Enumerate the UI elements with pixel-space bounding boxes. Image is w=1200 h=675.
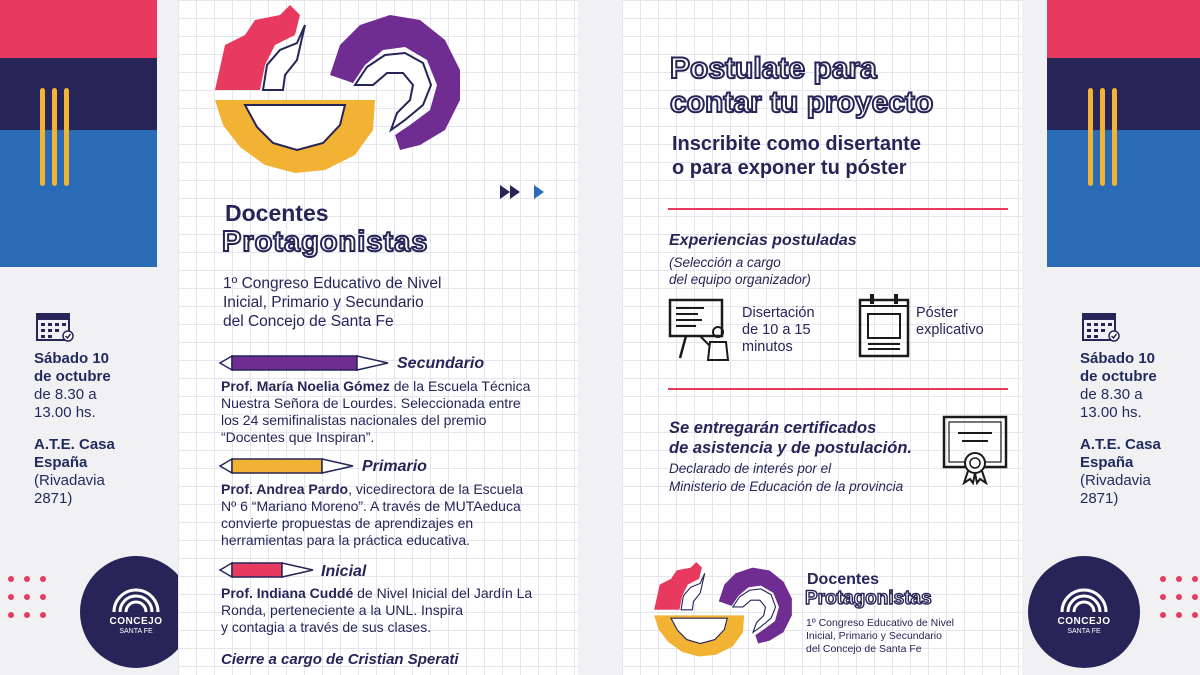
option-poster: Póster explicativo [916, 305, 984, 338]
fast-forward-icon [500, 183, 552, 201]
calendar-icon [1082, 310, 1120, 342]
right-stripe-navy [1047, 58, 1200, 130]
level-label-inicial: Inicial [321, 563, 367, 580]
logo-graphic [205, 5, 470, 190]
certificate-text: Se entregarán certificados de asistencia y de postulación. [669, 419, 912, 457]
poster-icon [858, 292, 910, 358]
exp-note: (Selección a cargo del equipo organizador) [669, 255, 811, 287]
closing-text: Cierre a cargo de Cristian Sperati [221, 651, 459, 668]
presentation-icon [668, 298, 734, 362]
pencil-icon [218, 457, 358, 475]
right-stripe-pink [1047, 0, 1200, 58]
divider [668, 208, 1008, 210]
level-text-secundario: Prof. María Noelia Gómez de la Escuela Técnica Nuestra Señora de Lourdes. Seleccionada entre los 24 semifinalistas nacionales del premio “Docentes que Inspiran”. [221, 378, 531, 445]
brand-title-bottom: Protagonistas [222, 226, 429, 258]
right-yellow-lines [1088, 88, 1118, 186]
left-dots [8, 576, 48, 626]
level-text-primario: Prof. Andrea Pardo, vicedirectora de la Escuela Nº 6 “Mariano Moreno”. A través de MUTAeduca convierte propuestas de aprendizajes en herramientas para la práctica educativa. [221, 481, 524, 548]
divider [668, 388, 1008, 390]
call-cta: Inscribite como disertante o para exponer tu póster [672, 133, 921, 179]
concejo-arc-icon [1058, 580, 1110, 614]
right-event-info: Sábado 10 de octubre de 8.30 a 13.00 hs. A.T.E. Casa España (Rivadavia 2871) [1080, 350, 1161, 507]
brand-subtitle: 1º Congreso Educativo de Nivel Inicial, Primario y Secundario del Concejo de Santa Fe [223, 275, 442, 330]
right-stripe-blue [1047, 130, 1200, 267]
certificate-icon [942, 415, 1008, 485]
concejo-badge: CONCEJO SANTA FE [80, 556, 192, 668]
concejo-arc-icon [110, 580, 162, 614]
brand-title-top: Docentes [225, 200, 329, 226]
concejo-badge: CONCEJO SANTA FE [1028, 556, 1140, 668]
level-label-primario: Primario [362, 458, 427, 475]
level-label-secundario: Secundario [397, 355, 485, 372]
left-yellow-lines [40, 88, 70, 186]
call-title: Postulate para contar tu proyecto [670, 52, 934, 119]
left-stripe-blue [0, 130, 157, 267]
calendar-icon [36, 310, 74, 342]
brand-small-title-bottom: Protagonistas [805, 588, 932, 609]
pencil-icon [218, 561, 318, 579]
logo-graphic-small [648, 562, 798, 666]
right-dots [1160, 576, 1200, 626]
brand-small-subtitle: 1º Congreso Educativo de Nivel Inicial, Primario y Secundario del Concejo de Santa Fe [806, 617, 954, 655]
exp-title: Experiencias postuladas [669, 232, 857, 249]
left-event-info: Sábado 10 de octubre de 8.30 a 13.00 hs. A.T.E. Casa España (Rivadavia 2871) [34, 350, 115, 507]
option-talk: Disertación de 10 a 15 minutos [742, 305, 815, 355]
brand-small-title-top: Docentes [807, 571, 880, 588]
level-text-inicial: Prof. Indiana Cuddé de Nivel Inicial del Jardín La Ronda, perteneciente a la UNL. Inspira y contagia a través de sus clases. [221, 585, 533, 635]
left-stripe-pink [0, 0, 157, 58]
pencil-icon [218, 354, 393, 372]
declaration-text: Declarado de interés por el Ministerio de Educación de la provincia [669, 461, 904, 494]
left-stripe-navy [0, 58, 157, 130]
